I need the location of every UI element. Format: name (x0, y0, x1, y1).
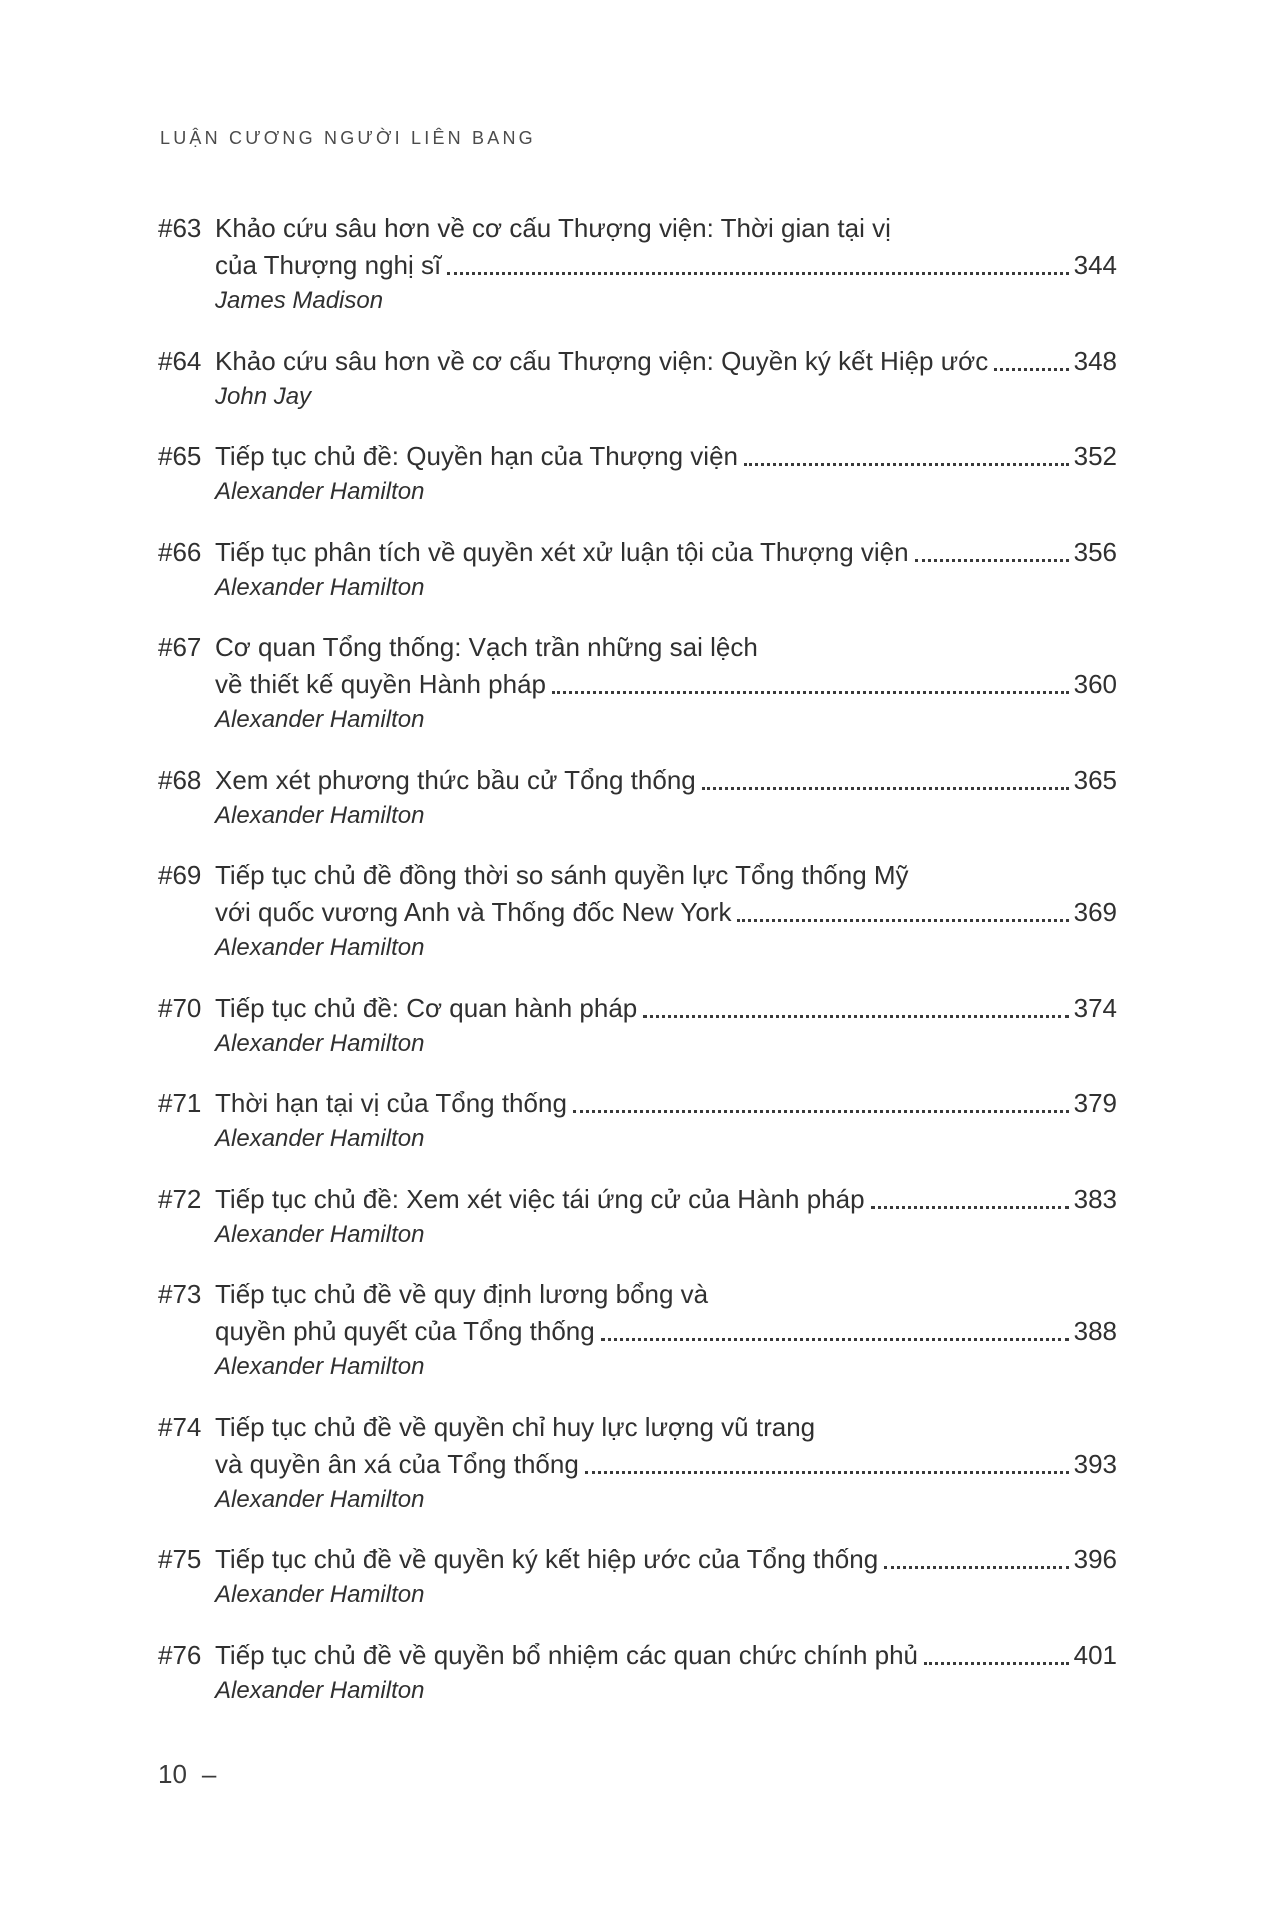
dotted-leader (737, 919, 1068, 922)
essay-number: #67 (158, 632, 202, 662)
entry-page-number: 360 (1073, 669, 1117, 699)
title-text: Tiếp tục chủ đề về quyền chỉ huy lực lượng vũ trang (215, 1411, 816, 1442)
toc-entry-title-line (215, 666, 1117, 703)
title-text: Tiếp tục chủ đề đồng thời so sánh quyền lực Tổng thống Mỹ (215, 860, 909, 890)
entry-page-number: 374 (1073, 992, 1117, 1023)
entry-page-number: 356 (1073, 536, 1117, 567)
toc-entry (158, 1085, 1117, 1155)
title-text: và quyền ân xá của Tổng thống (215, 1448, 579, 1479)
toc-entry-body (215, 534, 1117, 604)
toc-entry (158, 857, 1117, 964)
author-name: Alexander Hamilton (215, 934, 425, 961)
title-text: về thiết kế quyền Hành pháp (215, 669, 547, 699)
title-text: Tiếp tục chủ đề: Xem xét việc tái ứng cử của Hành pháp (215, 1183, 865, 1214)
toc-entry-title-line (215, 1446, 1117, 1483)
toc-entry-body (215, 990, 1117, 1060)
table-of-contents (158, 210, 1117, 1732)
entry-page-number: 369 (1073, 897, 1117, 927)
toc-entry-body (215, 1637, 1117, 1707)
entry-page-number: 365 (1073, 764, 1117, 795)
toc-entry-title-line (215, 762, 1117, 799)
toc-entry-body (215, 1409, 1117, 1516)
toc-entry (158, 1276, 1117, 1383)
toc-entry-body (215, 438, 1117, 508)
essay-number: #68 (158, 764, 202, 795)
toc-entry-title-line (215, 534, 1117, 571)
entry-page-number: 348 (1073, 345, 1117, 376)
toc-entry-title-line (215, 1313, 1117, 1350)
dotted-leader (915, 559, 1069, 562)
toc-entry (158, 629, 1117, 736)
title-text: Cơ quan Tổng thống: Vạch trần những sai lệch (215, 632, 758, 662)
author-name: James Madison (215, 287, 384, 314)
essay-number: #63 (158, 213, 202, 243)
author-name: John Jay (215, 382, 312, 410)
toc-entry-body (215, 1276, 1117, 1383)
toc-entry-title-line (215, 857, 1117, 894)
toc-entry-title-line (215, 894, 1117, 931)
toc-entry-body (215, 210, 1117, 317)
author-name: Alexander Hamilton (215, 801, 425, 829)
toc-entry-body (215, 1541, 1117, 1611)
toc-entry-title-line (215, 1409, 1117, 1446)
dotted-leader (601, 1338, 1069, 1341)
essay-number: #70 (158, 992, 202, 1023)
toc-entry-title-line (215, 1637, 1117, 1674)
author-name: Alexander Hamilton (215, 1581, 425, 1608)
essay-number: #72 (158, 1183, 202, 1214)
essay-number: #71 (158, 1088, 202, 1118)
dotted-leader (573, 1110, 1069, 1113)
essay-number: #64 (158, 345, 202, 376)
toc-entry (158, 1637, 1117, 1707)
entry-page-number: 383 (1073, 1183, 1117, 1214)
toc-entry (158, 438, 1117, 508)
title-text: của Thượng nghị sĩ (215, 250, 442, 280)
title-text: với quốc vương Anh và Thống đốc New York (215, 897, 732, 927)
dotted-leader (924, 1662, 1069, 1665)
page-number: 10 (158, 1759, 187, 1789)
toc-entry (158, 990, 1117, 1060)
essay-number: #74 (158, 1411, 202, 1442)
toc-entry-title-line (215, 629, 1117, 666)
dotted-leader (585, 1471, 1069, 1474)
title-text: Tiếp tục chủ đề: Quyền hạn của Thượng viện (215, 441, 738, 471)
author-name: Alexander Hamilton (215, 1125, 425, 1152)
essay-number: #75 (158, 1544, 202, 1574)
page-footer (158, 1756, 216, 1792)
dotted-leader (744, 463, 1069, 466)
toc-entry-body (215, 343, 1117, 413)
toc-entry (158, 343, 1117, 413)
entry-page-number: 344 (1073, 250, 1117, 280)
author-name: Alexander Hamilton (215, 573, 425, 601)
dotted-leader (447, 272, 1068, 275)
toc-entry-title-line (215, 247, 1117, 284)
entry-page-number: 379 (1073, 1088, 1117, 1118)
author-name: Alexander Hamilton (215, 1029, 425, 1057)
footer-dash: – (201, 1759, 217, 1789)
book-title: LUẬN CƯƠNG NGƯỜI LIÊN BANG (160, 128, 536, 148)
author-name: Alexander Hamilton (215, 706, 425, 733)
toc-entry-title-line (215, 343, 1117, 380)
dotted-leader (702, 787, 1069, 790)
toc-entry-title-line (215, 210, 1117, 247)
toc-entry-title-line (215, 1276, 1117, 1313)
dotted-leader (871, 1206, 1069, 1209)
entry-page-number: 393 (1073, 1448, 1117, 1479)
entry-page-number: 396 (1073, 1544, 1117, 1574)
dotted-leader (643, 1015, 1068, 1018)
toc-entry-body (215, 857, 1117, 964)
dotted-leader (994, 368, 1068, 371)
toc-entry-title-line (215, 438, 1117, 475)
title-text: Thời hạn tại vị của Tổng thống (215, 1088, 567, 1118)
toc-entry-title-line (215, 990, 1117, 1027)
title-text: Tiếp tục chủ đề: Cơ quan hành pháp (215, 992, 638, 1023)
author-name: Alexander Hamilton (215, 1353, 425, 1380)
entry-page-number: 352 (1073, 441, 1117, 471)
title-text: Tiếp tục chủ đề về quy định lương bổng và (215, 1279, 709, 1309)
toc-entry (158, 1181, 1117, 1251)
toc-entry (158, 210, 1117, 317)
title-text: quyền phủ quyết của Tổng thống (215, 1316, 595, 1346)
toc-entry-body (215, 1181, 1117, 1251)
author-name: Alexander Hamilton (215, 1676, 425, 1704)
dotted-leader (552, 691, 1069, 694)
entry-page-number: 401 (1073, 1639, 1117, 1670)
author-name: Alexander Hamilton (215, 478, 425, 505)
essay-number: #65 (158, 441, 202, 471)
essay-number: #76 (158, 1639, 202, 1670)
toc-entry-body (215, 629, 1117, 736)
running-header (160, 124, 536, 152)
entry-page-number: 388 (1073, 1316, 1117, 1346)
toc-entry (158, 1541, 1117, 1611)
essay-number: #69 (158, 860, 202, 890)
toc-entry-title-line (215, 1085, 1117, 1122)
toc-entry-title-line (215, 1181, 1117, 1218)
toc-entry-body (215, 762, 1117, 832)
title-text: Tiếp tục chủ đề về quyền ký kết hiệp ước của Tổng thống (215, 1544, 879, 1574)
toc-entry-title-line (215, 1541, 1117, 1578)
title-text: Tiếp tục chủ đề về quyền bổ nhiệm các quan chức chính phủ (215, 1639, 919, 1670)
toc-entry (158, 1409, 1117, 1516)
toc-entry (158, 534, 1117, 604)
toc-entry-body (215, 1085, 1117, 1155)
author-name: Alexander Hamilton (215, 1220, 425, 1248)
essay-number: #73 (158, 1279, 202, 1309)
author-name: Alexander Hamilton (215, 1485, 425, 1513)
dotted-leader (884, 1566, 1068, 1569)
title-text: Khảo cứu sâu hơn về cơ cấu Thượng viện: Thời gian tại vị (215, 213, 891, 243)
toc-entry (158, 762, 1117, 832)
title-text: Khảo cứu sâu hơn về cơ cấu Thượng viện: Quyền ký kết Hiệp ước (215, 345, 989, 376)
title-text: Tiếp tục phân tích về quyền xét xử luận tội của Thượng viện (215, 536, 909, 567)
title-text: Xem xét phương thức bầu cử Tổng thống (215, 764, 696, 795)
essay-number: #66 (158, 536, 202, 567)
